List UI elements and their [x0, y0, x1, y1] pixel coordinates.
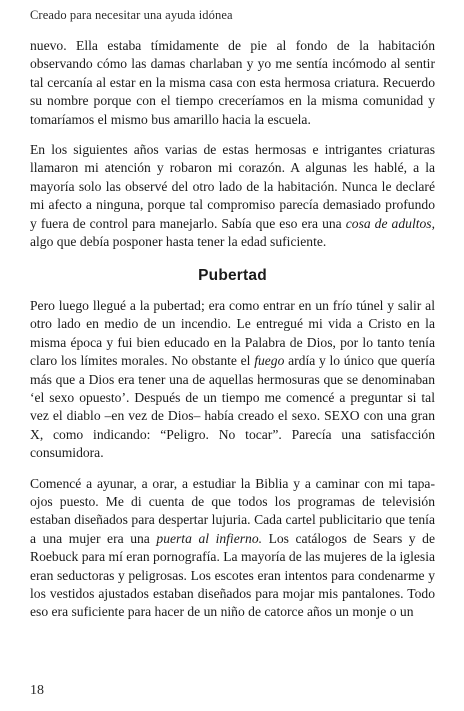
running-head: Creado para necesitar una ayuda idónea	[30, 8, 233, 22]
paragraphs-before	[30, 37, 435, 251]
italic-phrase: puerta al infierno.	[156, 530, 263, 546]
paragraph	[30, 37, 435, 129]
text-run: nuevo. Ella estaba tímidamente de pie al fondo de la habitación observando cómo las damas charlaban y yo me sentía incómodo al sentir tal cercanía al estar en la misma casa con esta hermosa criatura. Recuerdo su nombre porque con el tiempo creceríamos en la misma comunidad y tomaríamos el mismo bus amarillo hacia la escuela.	[30, 38, 435, 127]
text-run: , algo que debía posponer hasta tener la edad suficiente.	[30, 215, 435, 250]
paragraph	[30, 141, 435, 251]
section-heading: Pubertad	[198, 267, 267, 285]
italic-phrase: cosa de adultos	[345, 215, 432, 231]
body-text	[30, 37, 435, 622]
text-run: En los siguientes años varias de estas hermosas e intrigantes criaturas llamaron mi atención y robaron mi corazón. A algunas les hablé, a la mayoría solo las observé del otro lado de la habitación. Nunca le declaré mi afecto a ninguna, porque tal compromiso parecía demasiado profundo y fuera de control para manejarlo. Sabía que eso era una	[30, 142, 435, 231]
text-run: Pero luego llegué a la pubertad; era como entrar en un frío túnel y salir al otro lado en medio de un incendio. Le entregué mi vida a Cristo en la misma época y fui bien educado en la Palabra de Dios, por lo tanto tenía claro los límites morales. No obstante el	[30, 297, 435, 369]
paragraph	[30, 297, 435, 463]
paragraph	[30, 475, 435, 622]
italic-phrase: fuego	[254, 353, 285, 369]
text-run: Comencé a ayunar, a orar, a estudiar la Biblia y a caminar con mi tapa-ojos puesto. Me di cuenta de que todos los programas de televisión estaban diseñados para despertar lujuria. Cada cartel publicitario que tenía a una mujer era una	[30, 475, 435, 546]
text-run: Los catálogos de Sears y de Roebuck para mí eran pornografía. La mayoría de las mujeres de la iglesia eran seductoras y peligrosas. Los escotes eran intentos para condenarme y los vestidos ajustados estaban diseñados para mojar mis pantalones. Todo eso era suficiente para hacer de un niño de catorce años un monje o un	[30, 530, 436, 620]
paragraphs-after	[30, 297, 435, 622]
page-number: 18	[30, 683, 44, 698]
text-run: ardía y lo único que quería más que a Dios era tener una de aquellas hermosuras que se denominaban ‘el sexo opuesto’. Después de un tiempo me comencé a preguntar si tal vez el diablo –en vez de Dios– había creado el sexo. SEXO con una gran X, como indicando: “Peligro. No tocar”. Parecía una satisfacción consumidora.	[30, 353, 435, 461]
